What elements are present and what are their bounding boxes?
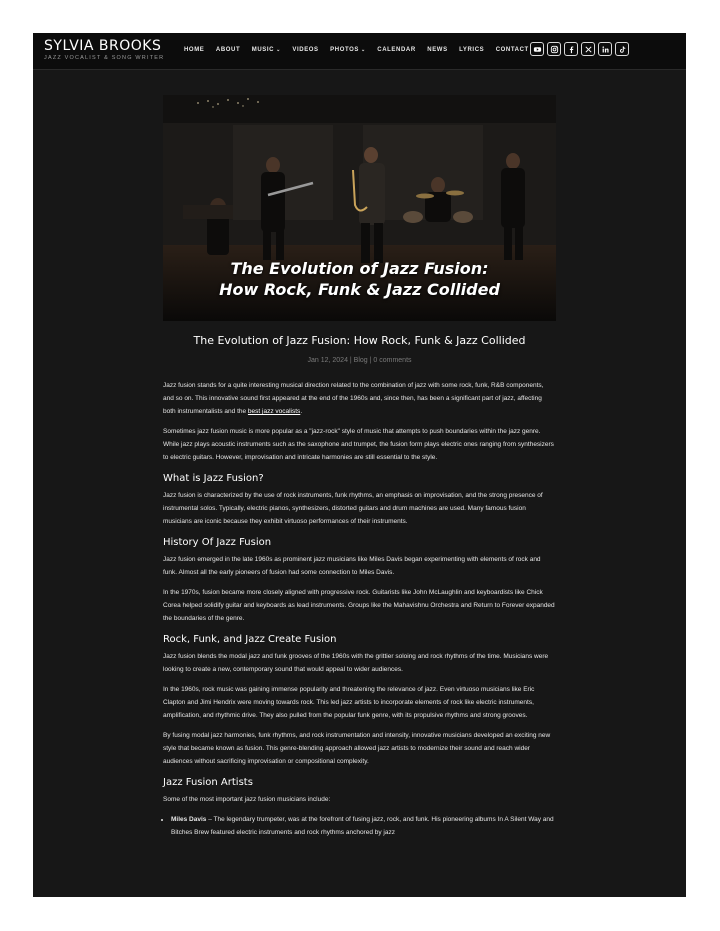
hero-caption-line1: The Evolution of Jazz Fusion:: [230, 259, 489, 278]
x-icon[interactable]: [581, 42, 595, 56]
site-header: [33, 33, 686, 70]
main-nav: [184, 47, 540, 53]
nav-item-photos[interactable]: [330, 47, 366, 53]
chevron-down-icon: ⌄: [361, 47, 366, 53]
nav-item-contact[interactable]: [496, 47, 529, 53]
nav-label: HOME: [184, 47, 205, 53]
site-logo[interactable]: [44, 39, 164, 62]
paragraph-text: .: [300, 408, 303, 415]
section-heading: What is Jazz Fusion?: [163, 473, 264, 484]
list-item: [171, 813, 556, 839]
paragraph: Jazz fusion emerged in the late 1960s as prominent jazz musicians like Miles Davis began experimenting with elements of rock and funk. Almost all the early pioneers of fusion had some connection to Miles Davis.: [163, 556, 541, 576]
paragraph: By fusing modal jazz harmonies, funk rhythms, and rock instrumentation and intensity, innovative musicians developed an exciting new style that became known as fusion. This genre-blending approach allowed jazz artists to modernize their sound and reach wider audiences without sacrificing improvisation or compositional complexity.: [163, 732, 551, 765]
page-frame: [33, 33, 686, 897]
paragraph-text: Jazz fusion stands for a quite interesting musical direction related to the combination of jazz with some rock, funk, R&B components, and so on. This innovative sound first appeared at the end of the 1960s and, since then, has been a significant part of jazz, affecting both instrumentalists and the: [163, 382, 544, 415]
site-tagline: JAZZ VOCALIST & SONG WRITER: [44, 55, 165, 61]
paragraph: Jazz fusion blends the modal jazz and funk grooves of the 1960s with the grittier soloing and rock rhythms of the time. Musicians were looking to create a new, contemporary sound that would appeal to wider audiences.: [163, 653, 549, 673]
nav-item-videos[interactable]: [292, 47, 318, 53]
nav-item-home[interactable]: [184, 47, 204, 53]
hero-caption: [163, 258, 556, 300]
site-name: SYLVIA BROOKS: [44, 38, 162, 54]
post-content: [163, 379, 556, 839]
instagram-icon[interactable]: [547, 42, 561, 56]
post-title: The Evolution of Jazz Fusion: How Rock, Funk & Jazz Collided: [193, 334, 526, 347]
linkedin-icon[interactable]: [598, 42, 612, 56]
nav-label: LYRICS: [459, 47, 485, 53]
paragraph: Some of the most important jazz fusion musicians include:: [163, 796, 331, 803]
tiktok-icon[interactable]: [615, 42, 629, 56]
section-heading: Rock, Funk, and Jazz Create Fusion: [163, 634, 337, 645]
paragraph: Sometimes jazz fusion music is more popular as a "jazz-rock" style of music that attempts to push boundaries within the jazz genre. While jazz plays acoustic instruments such as the saxophone and trumpet, the fusion form plays electric ones ranging from synthesizers to electric guitars. However, improvisation and intricate harmonies are still essential to the style.: [163, 428, 554, 461]
nav-item-music[interactable]: [252, 47, 281, 53]
section-heading: Jazz Fusion Artists: [163, 777, 253, 788]
nav-label: PHOTOS: [330, 47, 359, 53]
nav-item-calendar[interactable]: [377, 47, 415, 53]
section-heading: History Of Jazz Fusion: [163, 537, 272, 548]
hero-caption-line2: How Rock, Funk & Jazz Collided: [219, 280, 500, 299]
best-jazz-vocalists-link[interactable]: best jazz vocalists: [247, 408, 301, 415]
chevron-down-icon: ⌄: [276, 47, 281, 53]
nav-label: CALENDAR: [377, 47, 416, 53]
facebook-icon[interactable]: [564, 42, 578, 56]
nav-label: VIDEOS: [292, 47, 319, 53]
post-meta: Jan 12, 2024 | Blog | 0 comments: [307, 357, 412, 364]
paragraph: Jazz fusion is characterized by the use of rock instruments, funk rhythms, an emphasis on improvisation, and the strong presence of instrumental solos. Typically, electric pianos, synthesizers, distorted guitars and drum machines are used. Many famous fusion musicians are iconic because they exhibit virtuoso performances of their instruments.: [163, 492, 543, 525]
nav-label: MUSIC: [251, 47, 275, 53]
paragraph: In the 1960s, rock music was gaining immense popularity and threatening the relevance of jazz. Even virtuoso musicians like Eric Clapton and Jimi Hendrix were moving towards rock. This led jazz artists to incorporate elements of rock like electric instruments, amplification, and rhythmic drive. They also pulled from the popular funk genre, with its propulsive rhythms and strong grooves.: [163, 686, 535, 719]
nav-item-news[interactable]: [427, 47, 447, 53]
nav-label: NEWS: [427, 47, 448, 53]
nav-item-about[interactable]: [216, 47, 240, 53]
nav-label: ABOUT: [215, 47, 241, 53]
artist-list: [163, 813, 556, 839]
social-links: [530, 42, 629, 56]
youtube-icon[interactable]: [530, 42, 544, 56]
nav-item-lyrics[interactable]: [459, 47, 484, 53]
paragraph: In the 1970s, fusion became more closely aligned with progressive rock. Guitarists like John McLaughlin and keyboardists like Chick Corea helped solidify guitar and keyboards as lead instruments. Groups like the Mahavishnu Orchestra and Return to Forever expanded the boundaries of the genre.: [163, 589, 555, 622]
featured-image: [163, 95, 556, 321]
artist-description: – The legendary trumpeter, was at the forefront of fusing jazz, rock, and funk. His pioneering albums In A Silent Way and Bitches Brew featured electric instruments and rock rhythms anchored by jazz: [171, 816, 554, 836]
paragraph: [163, 379, 556, 418]
artist-name: Miles Davis: [171, 816, 207, 823]
nav-label: CONTACT: [495, 47, 529, 53]
